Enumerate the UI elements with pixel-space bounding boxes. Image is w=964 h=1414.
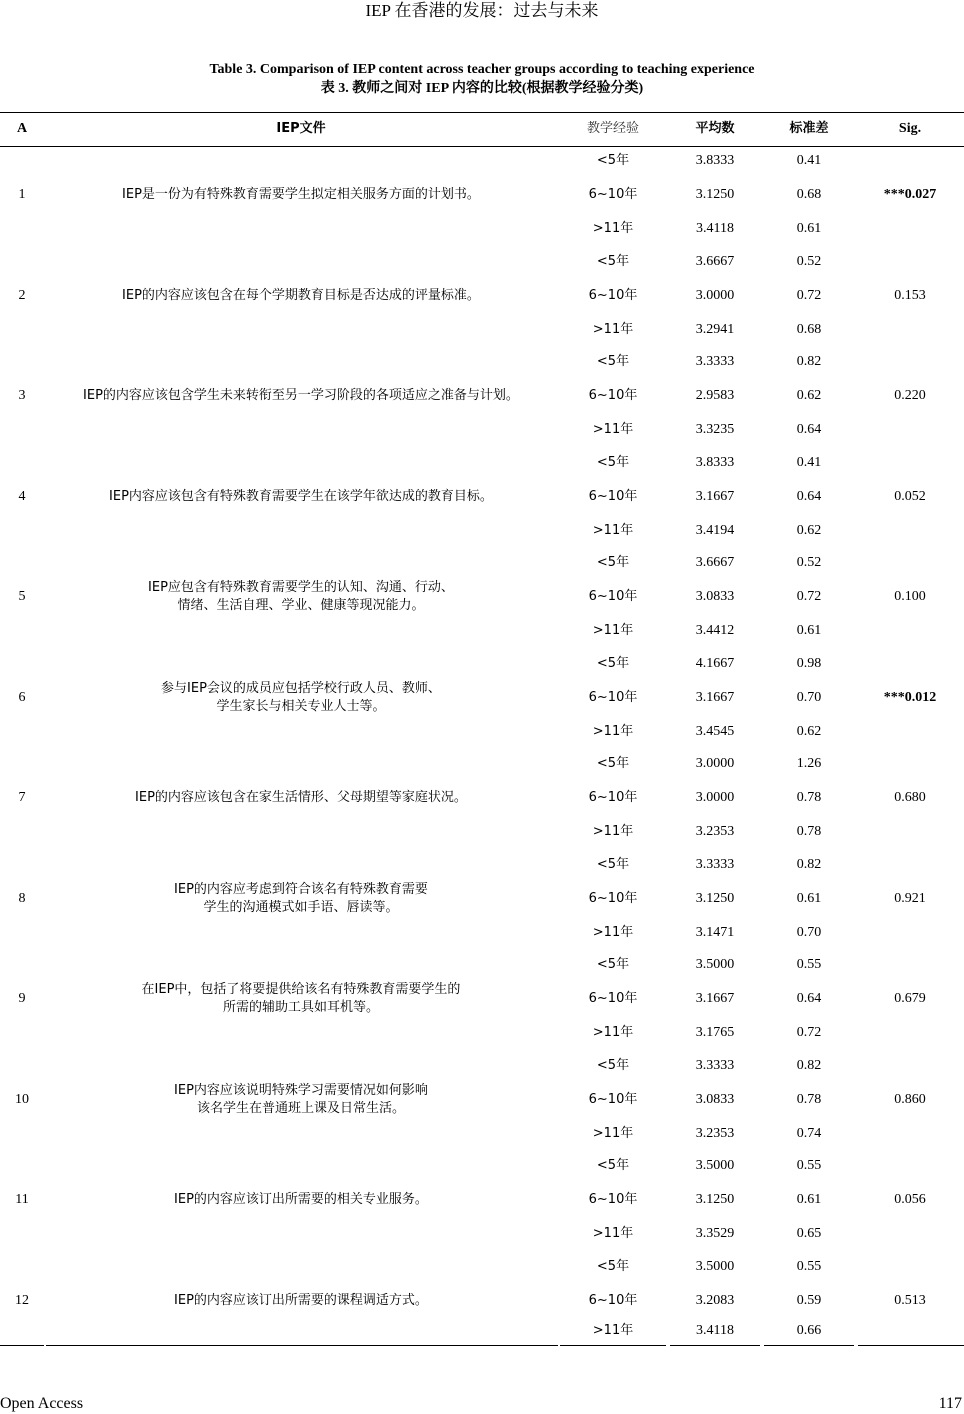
mean-value: 3.4412	[695, 623, 735, 638]
sd-value: 0.70	[796, 689, 822, 705]
experience-group: >11年	[592, 221, 634, 236]
sd-value: 0.72	[796, 287, 822, 303]
table-caption-en: Table 3. Comparison of IEP content across teacher groups according to teaching experience	[209, 62, 755, 77]
sd-value: 0.61	[796, 623, 822, 638]
header-iep-doc: IEP文件	[276, 121, 326, 136]
mean-value: 3.2941	[695, 321, 735, 337]
sd-value: 0.74	[796, 1125, 822, 1141]
header-a: A	[16, 121, 28, 136]
row-number: 9	[18, 991, 26, 1006]
mean-value: 3.0000	[695, 287, 735, 303]
experience-group: <5年	[596, 153, 630, 168]
experience-group: <5年	[596, 454, 630, 470]
sd-value: 0.64	[796, 488, 822, 504]
sd-value: 1.26	[796, 756, 822, 771]
mean-value: 3.3235	[695, 422, 735, 437]
iep-item-text: IEP的内容应该订出所需要的相关专业服务。	[174, 1192, 428, 1207]
experience-group: <5年	[596, 555, 630, 570]
experience-group: <5年	[596, 655, 630, 671]
row-number: 2	[18, 287, 26, 303]
sd-value: 0.82	[796, 1057, 822, 1073]
mean-value: 3.0833	[695, 589, 735, 604]
mean-value: 4.1667	[695, 655, 735, 671]
mean-value: 3.0000	[695, 756, 735, 771]
sig-value: 0.513	[894, 1292, 926, 1308]
mean-value: 3.5000	[695, 1258, 735, 1274]
sig-value: ***0.012	[883, 689, 937, 705]
mean-value: 3.1471	[695, 924, 735, 940]
sd-value: 0.78	[796, 1091, 822, 1107]
experience-group: <5年	[596, 756, 630, 771]
iep-item-text: 所需的辅助工具如耳机等。	[222, 1000, 379, 1015]
experience-group: 6~10年	[588, 1192, 638, 1207]
row-number: 12	[15, 1292, 29, 1308]
sd-value: 0.70	[796, 924, 822, 940]
experience-group: 6~10年	[588, 589, 638, 604]
mean-value: 3.3333	[695, 1057, 735, 1073]
sd-value: 0.65	[796, 1226, 822, 1241]
mean-value: 3.5000	[695, 957, 735, 972]
sd-value: 0.55	[796, 957, 822, 972]
mean-value: 3.1250	[695, 1192, 735, 1207]
sd-value: 0.62	[796, 522, 822, 538]
experience-group: >11年	[592, 321, 634, 337]
row-number: 1	[18, 187, 26, 202]
mean-value: 3.6667	[695, 253, 735, 269]
iep-item-text: IEP是一份为有特殊教育需要学生拟定相关服务方面的计划书。	[122, 187, 480, 202]
row-number: 11	[15, 1192, 29, 1207]
sd-value: 0.78	[796, 824, 822, 839]
experience-group: <5年	[596, 1057, 630, 1073]
experience-group: >11年	[592, 824, 634, 839]
sd-value: 0.78	[796, 790, 822, 805]
iep-item-text: IEP的内容应该订出所需要的课程调适方式。	[174, 1292, 428, 1308]
iep-item-text: IEP应包含有特殊教育需要学生的认知、沟通、行动、	[148, 580, 454, 595]
page-number: 117	[938, 1395, 962, 1412]
table-bottom-rule	[858, 1345, 964, 1346]
sd-value: 0.72	[796, 1025, 822, 1040]
row-number: 6	[18, 689, 26, 705]
iep-item-text: 参与IEP会议的成员应包括学校行政人员、教师、	[161, 680, 441, 696]
sd-value: 0.55	[796, 1158, 822, 1173]
experience-group: <5年	[596, 253, 630, 269]
experience-group: >11年	[592, 623, 634, 638]
mean-value: 3.4545	[695, 723, 735, 739]
mean-value: 3.4118	[696, 221, 734, 236]
row-number: 5	[18, 589, 26, 604]
mean-value: 3.1667	[695, 488, 735, 504]
experience-group: 6~10年	[588, 890, 638, 906]
table-header-rule	[0, 146, 964, 147]
iep-item-text: IEP的内容应考虑到符合该名有特殊教育需要	[174, 881, 428, 897]
sd-value: 0.61	[796, 221, 822, 236]
experience-group: <5年	[596, 1158, 630, 1173]
sig-value: 0.679	[894, 991, 926, 1006]
sig-value: 0.052	[894, 488, 926, 504]
mean-value: 2.9583	[695, 388, 735, 403]
sd-value: 0.98	[796, 655, 822, 671]
experience-group: >11年	[592, 422, 634, 437]
header-sd: 标准差	[789, 121, 829, 136]
iep-item-text: IEP的内容应该包含学生未来转衔至另一学习阶段的各项适应之准备与计划。	[83, 388, 519, 403]
sd-value: 0.61	[796, 890, 822, 906]
experience-group: <5年	[596, 856, 630, 872]
table-caption	[0, 60, 964, 98]
table-bottom-rule	[0, 1345, 44, 1346]
sd-value: 0.52	[796, 253, 822, 269]
experience-group: >11年	[592, 1125, 634, 1141]
row-number: 10	[15, 1091, 29, 1107]
experience-group: 6~10年	[588, 790, 638, 805]
iep-item-text: IEP的内容应该包含在家生活情形、父母期望等家庭状况。	[135, 790, 467, 805]
sd-value: 0.59	[796, 1292, 822, 1308]
experience-group: 6~10年	[588, 388, 638, 403]
experience-group: <5年	[596, 957, 630, 972]
table-bottom-rule	[46, 1345, 558, 1346]
mean-value: 3.1765	[695, 1025, 735, 1040]
mean-value: 3.2353	[695, 824, 735, 839]
sig-value: 0.220	[894, 388, 926, 403]
mean-value: 3.8333	[695, 454, 735, 470]
sig-value: 0.860	[894, 1091, 926, 1107]
table-bottom-rule	[560, 1345, 666, 1346]
mean-value: 3.6667	[695, 555, 735, 570]
footer-open-access: Open Access	[0, 1395, 84, 1412]
sig-value: 0.680	[894, 790, 926, 805]
experience-group: >11年	[592, 723, 634, 739]
experience-group: 6~10年	[588, 488, 638, 504]
iep-item-text: 该名学生在普通班上课及日常生活。	[196, 1100, 405, 1116]
iep-item-text: 在IEP中，包括了将要提供给该名有特殊教育需要学生的	[141, 982, 461, 997]
sig-value: 0.153	[894, 287, 926, 303]
mean-value: 3.8333	[695, 153, 735, 168]
experience-group: >11年	[592, 924, 634, 940]
table-bottom-rule	[764, 1345, 854, 1346]
sd-value: 0.61	[796, 1192, 822, 1207]
sig-value: 0.921	[894, 890, 926, 906]
sd-value: 0.52	[796, 555, 822, 570]
sd-value: 0.62	[796, 388, 822, 403]
mean-value: 3.0000	[695, 790, 735, 805]
sd-value: 0.64	[796, 422, 822, 437]
experience-group: >11年	[592, 522, 634, 538]
sd-value: 0.82	[796, 354, 822, 369]
sd-value: 0.68	[796, 321, 822, 337]
mean-value: 3.4194	[695, 522, 735, 538]
header-sig: Sig.	[898, 121, 922, 136]
table-caption-zh: 表 3. 教师之间对 IEP 内容的比较(根据教学经验分类)	[320, 81, 644, 96]
experience-group: <5年	[596, 354, 630, 369]
mean-value: 3.1667	[695, 689, 735, 705]
sd-value: 0.55	[796, 1258, 822, 1274]
sig-value: ***0.027	[883, 187, 937, 202]
experience-group: >11年	[592, 1025, 634, 1040]
row-number: 3	[18, 388, 26, 403]
sig-value: 0.100	[894, 589, 926, 604]
running-head: IEP 在香港的发展：过去与未来	[365, 1, 599, 20]
experience-group: 6~10年	[588, 187, 638, 202]
mean-value: 3.0833	[695, 1091, 735, 1107]
sd-value: 0.64	[796, 991, 822, 1006]
iep-item-text: 情绪、生活自理、学业、健康等现况能力。	[177, 598, 425, 613]
experience-group: >11年	[592, 1226, 634, 1241]
table-bottom-rule	[670, 1345, 760, 1346]
iep-item-text: 学生家长与相关专业人士等。	[216, 698, 386, 714]
mean-value: 3.4118	[696, 1322, 734, 1338]
sd-value: 0.72	[796, 589, 822, 604]
mean-value: 3.5000	[695, 1158, 735, 1173]
sd-value: 0.41	[796, 454, 822, 470]
mean-value: 3.1250	[695, 187, 735, 202]
experience-group: 6~10年	[588, 1091, 638, 1107]
iep-item-text: 学生的沟通模式如手语、唇读等。	[203, 899, 399, 915]
sd-value: 0.82	[796, 856, 822, 872]
iep-item-text: IEP内容应该包含有特殊教育需要学生在该学年欲达成的教育目标。	[109, 488, 493, 504]
experience-group: 6~10年	[588, 287, 638, 303]
experience-group: 6~10年	[588, 1292, 638, 1308]
iep-item-text: IEP内容应该说明特殊学习需要情况如何影响	[174, 1082, 428, 1098]
mean-value: 3.3333	[695, 354, 735, 369]
sig-value: 0.056	[894, 1192, 926, 1207]
header-mean: 平均数	[695, 121, 735, 136]
mean-value: 3.1250	[695, 890, 735, 906]
mean-value: 3.2353	[695, 1125, 735, 1141]
mean-value: 3.3333	[695, 856, 735, 872]
sd-value: 0.41	[796, 153, 822, 168]
experience-group: >11年	[592, 1322, 634, 1338]
mean-value: 3.2083	[695, 1292, 735, 1308]
mean-value: 3.1667	[695, 991, 735, 1006]
sd-value: 0.68	[796, 187, 822, 202]
row-number: 8	[18, 890, 26, 906]
sd-value: 0.62	[796, 723, 822, 739]
mean-value: 3.3529	[695, 1226, 735, 1241]
header-experience: 教学经验	[586, 121, 639, 136]
iep-item-text: IEP的内容应该包含在每个学期教育目标是否达成的评量标准。	[122, 287, 480, 303]
row-number: 7	[18, 790, 26, 805]
sd-value: 0.66	[796, 1322, 822, 1338]
experience-group: <5年	[596, 1258, 630, 1274]
experience-group: 6~10年	[588, 991, 638, 1006]
experience-group: 6~10年	[588, 689, 638, 705]
row-number: 4	[18, 488, 26, 504]
